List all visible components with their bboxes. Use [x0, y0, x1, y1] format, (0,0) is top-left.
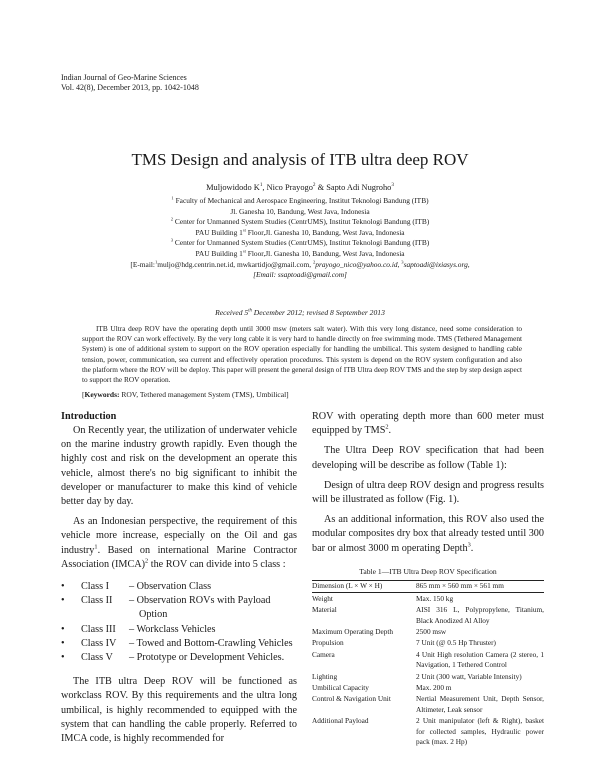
table-cell-value: 865 mm × 560 mm × 561 mm — [416, 581, 504, 591]
author-1-sup: 1 — [259, 182, 263, 189]
author-list — [0, 183, 600, 192]
class-desc: – Observation ROVs with Payload Option — [129, 595, 271, 621]
bullet-icon: • — [61, 652, 65, 664]
paragraph-text: the ROV can divide into 5 class : — [148, 558, 286, 570]
affiliation-2-address-sup: st — [242, 227, 246, 233]
journal-header — [61, 73, 199, 93]
author-separator: , — [262, 183, 267, 192]
table-cell-key: Maximum Operating Depth — [312, 626, 394, 636]
affiliation-2-line-1 — [0, 217, 600, 228]
table-cell-key: Additional Payload — [312, 716, 369, 726]
paragraph: The Ultra Deep ROV specification that had been developing will be describe as follow (Table 1): — [312, 445, 544, 471]
email-sup-3: 3 — [401, 259, 404, 265]
table-cell-value: 2500 msw — [416, 626, 447, 636]
bullet-icon: • — [61, 623, 65, 635]
email-line-1 — [0, 260, 600, 271]
paragraph-text: . Based on international Marine Contractor Association (IMCA) — [61, 544, 297, 570]
affiliation-2-address-b: Floor,Jl. Ganesha 10, Bandung, West Java, Indonesia — [245, 227, 405, 237]
affiliation-3-address-b: Floor,Jl. Ganesha 10, Bandung, West Java, Indonesia — [245, 248, 405, 258]
email-author-3: saptoadi@ixiasys.org, — [403, 259, 470, 269]
table-cell-key: Weight — [312, 593, 333, 603]
citation-sup: 1 — [94, 543, 98, 551]
table-caption: Table 1—ITB Ultra Deep ROV Specification — [359, 566, 497, 576]
class-desc: – Workclass Vehicles — [129, 623, 216, 635]
table-cell-key: Camera — [312, 649, 335, 659]
bullet-icon: • — [61, 595, 65, 607]
affiliation-1-line-1 — [0, 196, 600, 207]
class-name: Class I — [81, 581, 110, 593]
table-cell-value: 7 Unit (@ 0.5 Hp Thruster) — [416, 638, 496, 648]
section-heading: Introduction — [61, 411, 117, 422]
left-column — [61, 410, 297, 746]
table-row — [312, 682, 544, 693]
received-date — [0, 308, 600, 317]
table-cell-value: 4 Unit High resolution Camera (2 stereo, 1 Navigation, 1 Tethered Control — [416, 649, 544, 670]
received-sup: th — [248, 308, 252, 314]
paragraph-text: As an Indonesian perspective, the requirement of this vehicle more increase, especially on the Oil and gas industry — [61, 516, 297, 556]
keywords-text: ROV, Tethered management System (TMS), Umbilical] — [119, 390, 289, 399]
table-cell-key: Material — [312, 605, 337, 615]
table-row — [312, 694, 544, 716]
author-2-sup: 2 — [312, 182, 316, 189]
affiliation-3-line-2 — [0, 249, 600, 260]
author-3: Sapto Adi Nugroho — [326, 183, 392, 192]
email-line-2 — [0, 270, 600, 281]
list-item — [61, 580, 297, 594]
table-cell-key: Umbilical Capacity — [312, 682, 369, 692]
affiliation-1-line-2: Jl. Ganesha 10, Bandung, West Java, Indonesia — [230, 206, 370, 216]
paragraph-text: ROV with operating depth more than 600 meter must equipped by TMS — [312, 411, 544, 437]
right-column — [312, 410, 544, 748]
affiliation-1-sup: 1 — [171, 195, 174, 201]
paragraph: Design of ultra deep ROV design and progress results will be illustrated as follow (Fig. 1). — [312, 479, 544, 506]
table-row — [312, 716, 544, 748]
email-sup-2: 2 — [312, 259, 316, 265]
paragraph-text: . — [388, 425, 392, 437]
list-item — [61, 623, 297, 637]
keywords-label: Keywords: — [84, 390, 120, 399]
author-2: Nico Prayogo — [266, 183, 313, 192]
author-1: Muljowidodo K — [206, 183, 260, 192]
affiliation-2-address-a: PAU Building 1 — [195, 227, 243, 237]
class-name: Class V — [81, 652, 113, 664]
citation-sup: 2 — [145, 557, 149, 565]
paragraph-text: As an additional information, this ROV also used the modular composites dry box that already tested until 300 bar or almost 3000 m operating Depth — [312, 514, 544, 554]
abstract — [82, 324, 522, 385]
table-cell-key: Control & Navigation Unit — [312, 694, 391, 704]
list-item — [61, 637, 297, 651]
paragraph: On Recently year, the utilization of underwater vehicle on the marine industry growth rapidly. Even though the highly cost and risk on the development an operate this vehicle, almost there's no big significant to inhibit the developer or manufacturer to make this kind of vehicle better day by day. — [61, 425, 297, 508]
received-text-b: December 2012; revised 8 September 2013 — [251, 308, 385, 317]
paragraph — [61, 515, 297, 572]
email-label: [E-mail: — [130, 259, 155, 269]
email-author-1: muljo@hdg.centrin.net.id, mwkartidjo@gmail.com, — [157, 259, 313, 269]
email-author-3-alt: [Email: ssaptoadi@gmail.com] — [253, 270, 347, 280]
affiliation-3-address-sup: st — [242, 248, 246, 254]
class-name: Class III — [81, 623, 116, 635]
table-row — [312, 626, 544, 637]
author-3-sup: 3 — [391, 182, 394, 189]
paper-title: TMS Design and analysis of ITB ultra deep ROV — [131, 150, 469, 169]
table-cell-key: Lighting — [312, 671, 338, 681]
table-cell-value: AISI 316 L, Polypropylene, Titanium, Black Anodized Al Alloy — [416, 605, 544, 625]
spec-table — [312, 580, 544, 748]
table-cell-key: Propulsion — [312, 638, 344, 648]
table-cell-key: Dimension (L × W × H) — [312, 581, 383, 591]
email-author-2: prayogo_nico@yahoo.co.id, — [315, 259, 402, 269]
affiliation-1-text: Faculty of Mechanical and Aerospace Engineering, Institut Teknologi Bandung (ITB) — [175, 196, 429, 205]
list-item — [61, 651, 297, 665]
table-cell-value: Max. 200 m — [416, 682, 452, 692]
class-desc: – Towed and Bottom-Crawling Vehicles — [129, 637, 293, 649]
list-item — [61, 594, 297, 622]
table-header-row — [312, 580, 544, 592]
keywords-open: [ — [82, 390, 85, 399]
table-row — [312, 638, 544, 649]
paragraph: The ITB ultra Deep ROV will be functioned as workclass ROV. By this requirements and the ultra long umbilical, is highly recommended to equipped with the system that can handling the cable properly. Referred to IMCA code, is highly recommended for — [61, 676, 297, 745]
rov-class-list — [61, 580, 297, 665]
table-row — [312, 649, 544, 671]
citation-sup: 3 — [467, 541, 471, 549]
paragraph-text: . — [470, 542, 474, 554]
table-row — [312, 593, 544, 605]
journal-citation: Vol. 42(8), December 2013, pp. 1042-1048 — [61, 83, 199, 92]
journal-name: Indian Journal of Geo-Marine Sciences — [61, 73, 187, 82]
table-cell-value: 2 Unit (300 watt, Variable Intensity) — [416, 671, 522, 681]
affiliation-3-address-a: PAU Building 1 — [195, 248, 243, 258]
table-cell-value: Nertial Measurement Unit, Depth Sensor, Altimeter, Leak sensor — [416, 694, 544, 714]
affiliation-2-sup: 2 — [170, 216, 174, 222]
affiliation-2-text: Center for Unmanned System Studies (CentrUMS), Institut Teknologi Bandung (ITB) — [174, 217, 430, 227]
email-sup-1: 1 — [155, 259, 158, 265]
abstract-text: ITB Ultra deep ROV have the operating depth until 3000 msw (meters salt water). With this very long distance, need some consideration to support the ROV can work effectively. By the very long cable it is very hard to handle directly on free swimming mode. TMS (Tethered Management System) is one of additional system to support on the ROV operation especially for handling the umbilical. This system designed to handling cable tension, power, communication, sea current and effectively operation procedures. This system is depend on the ROV system configuration and also the platform where the ROV will be deploy. This paper will present the general design of ITB Ultra deep ROV TMS and the step by step design aspect to support the ROV operation. — [82, 324, 522, 385]
class-desc: – Observation Class — [129, 581, 212, 593]
paragraph — [312, 410, 544, 438]
paragraph — [312, 513, 544, 556]
table-row — [312, 605, 544, 627]
affiliation-3-sup: 3 — [170, 237, 174, 243]
received-text-a: Received 5 — [215, 308, 249, 317]
affiliations — [0, 196, 600, 281]
affiliation-2-line-2 — [0, 228, 600, 239]
table-cell-value: Max. 150 kg — [416, 593, 454, 603]
keywords — [82, 390, 522, 399]
bullet-icon: • — [61, 637, 65, 649]
table-cell-value: 2 Unit manipulator (left & Right), basket for collected samples, Hydraulic power pack (max. 2 Hp) — [416, 716, 544, 747]
class-desc: – Prototype or Development Vehicles. — [129, 652, 285, 664]
table-row — [312, 671, 544, 682]
class-name: Class II — [81, 595, 113, 607]
class-name: Class IV — [81, 637, 117, 649]
author-separator: & — [315, 183, 327, 192]
bullet-icon: • — [61, 581, 65, 593]
affiliation-3-text: Center for Unmanned System Studies (CentrUMS), Institut Teknologi Bandung (ITB) — [174, 238, 430, 248]
affiliation-3-line-1 — [0, 238, 600, 249]
citation-sup: 2 — [385, 423, 389, 431]
